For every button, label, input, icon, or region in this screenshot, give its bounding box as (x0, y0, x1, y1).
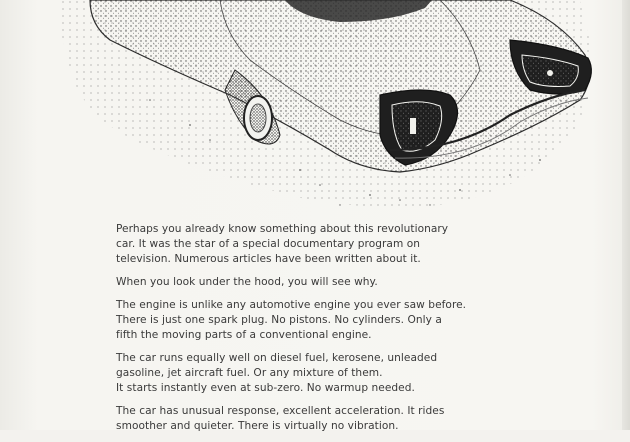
text-line: There is just one spark plug. No pistons. No cylinders. Only a (116, 314, 442, 326)
text-line: The engine is unlike any automotive engine you ever saw before. (116, 299, 467, 311)
page-edge (622, 0, 630, 430)
paragraph-engine (116, 298, 476, 343)
text-line: The car has unusual response, excellent acceleration. It rides (116, 405, 445, 417)
text-line: fifth the moving parts of a conventional engine. (116, 329, 372, 341)
text-line: television. Numerous articles have been written about it. (116, 253, 421, 265)
paragraph-under-hood (116, 275, 476, 290)
text-line: When you look under the hood, you will see why. (116, 276, 378, 288)
text-line: smoother and quieter. There is virtually no vibration. (116, 420, 399, 432)
text-line: It starts instantly even at sub-zero. No warmup needed. (116, 382, 415, 394)
text-line: car. It was the star of a special documentary program on (116, 238, 421, 250)
ad-copy (116, 222, 476, 442)
car-drawing (40, 0, 600, 215)
paragraph-intro (116, 222, 476, 267)
text-line: Perhaps you already know something about this revolutionary (116, 223, 449, 235)
car-rear-illustration (40, 0, 600, 215)
text-line: The car runs equally well on diesel fuel, kerosene, unleaded (116, 352, 438, 364)
paragraph-fuel (116, 351, 476, 396)
text-line: gasoline, jet aircraft fuel. Or any mixture of them. (116, 367, 383, 379)
